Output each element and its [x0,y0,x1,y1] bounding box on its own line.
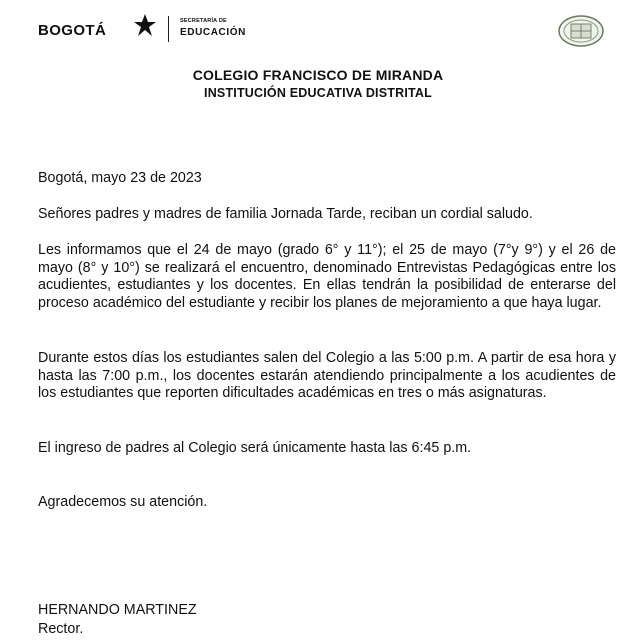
letter-entry-paragraph: El ingreso de padres al Colegio será únicamente hasta las 6:45 p.m. [38,440,472,456]
letter-info-paragraph: Les informamos que el 24 de mayo (grado 6° y 11°); el 25 de mayo (7°y 9°) y el 26 de mayo (8° y 10°) se realizará el encuentro, denominado Entrevistas Pedagógicas entre los acudientes, estudiantes y los docentes. En ellas tendrán la posibilidad de enterarse del proceso académico del estudiante y recibir los planes de mejoramiento a que haya lugar. [38,242,616,311]
bogota-education-logo [38,16,246,44]
bogota-star-icon [134,14,156,38]
letter-greeting: Señores padres y madres de familia Jornada Tarde, reciban un cordial saludo. [38,206,533,222]
signature-name: HERNANDO MARTINEZ [38,602,197,618]
school-crest-icon [558,14,604,48]
secretaria-big-text: EDUCACIÓN [180,26,246,38]
bogota-wordmark: BOGOTÁ [38,21,107,39]
secretaria-small-text: SECRETARÍA DE [180,18,227,24]
letter-hours-paragraph: Durante estos días los estudiantes salen del Colegio a las 5:00 p.m. A partir de esa hora y hasta las 7:00 p.m., los docentes estarán atendiendo principalmente a los acudientes de los estudiantes que reporten dificultades académicas en tres o más asignaturas. [38,350,616,401]
school-name-heading: COLEGIO FRANCISCO DE MIRANDA [192,67,444,83]
letter-thanks: Agradecemos su atención. [38,494,208,510]
signature-role: Rector. [38,621,84,637]
institution-subheading: INSTITUCIÓN EDUCATIVA DISTRITAL [204,86,432,100]
secretaria-label [180,19,246,38]
letter-date: Bogotá, mayo 23 de 2023 [38,170,202,186]
logo-divider [168,16,169,42]
